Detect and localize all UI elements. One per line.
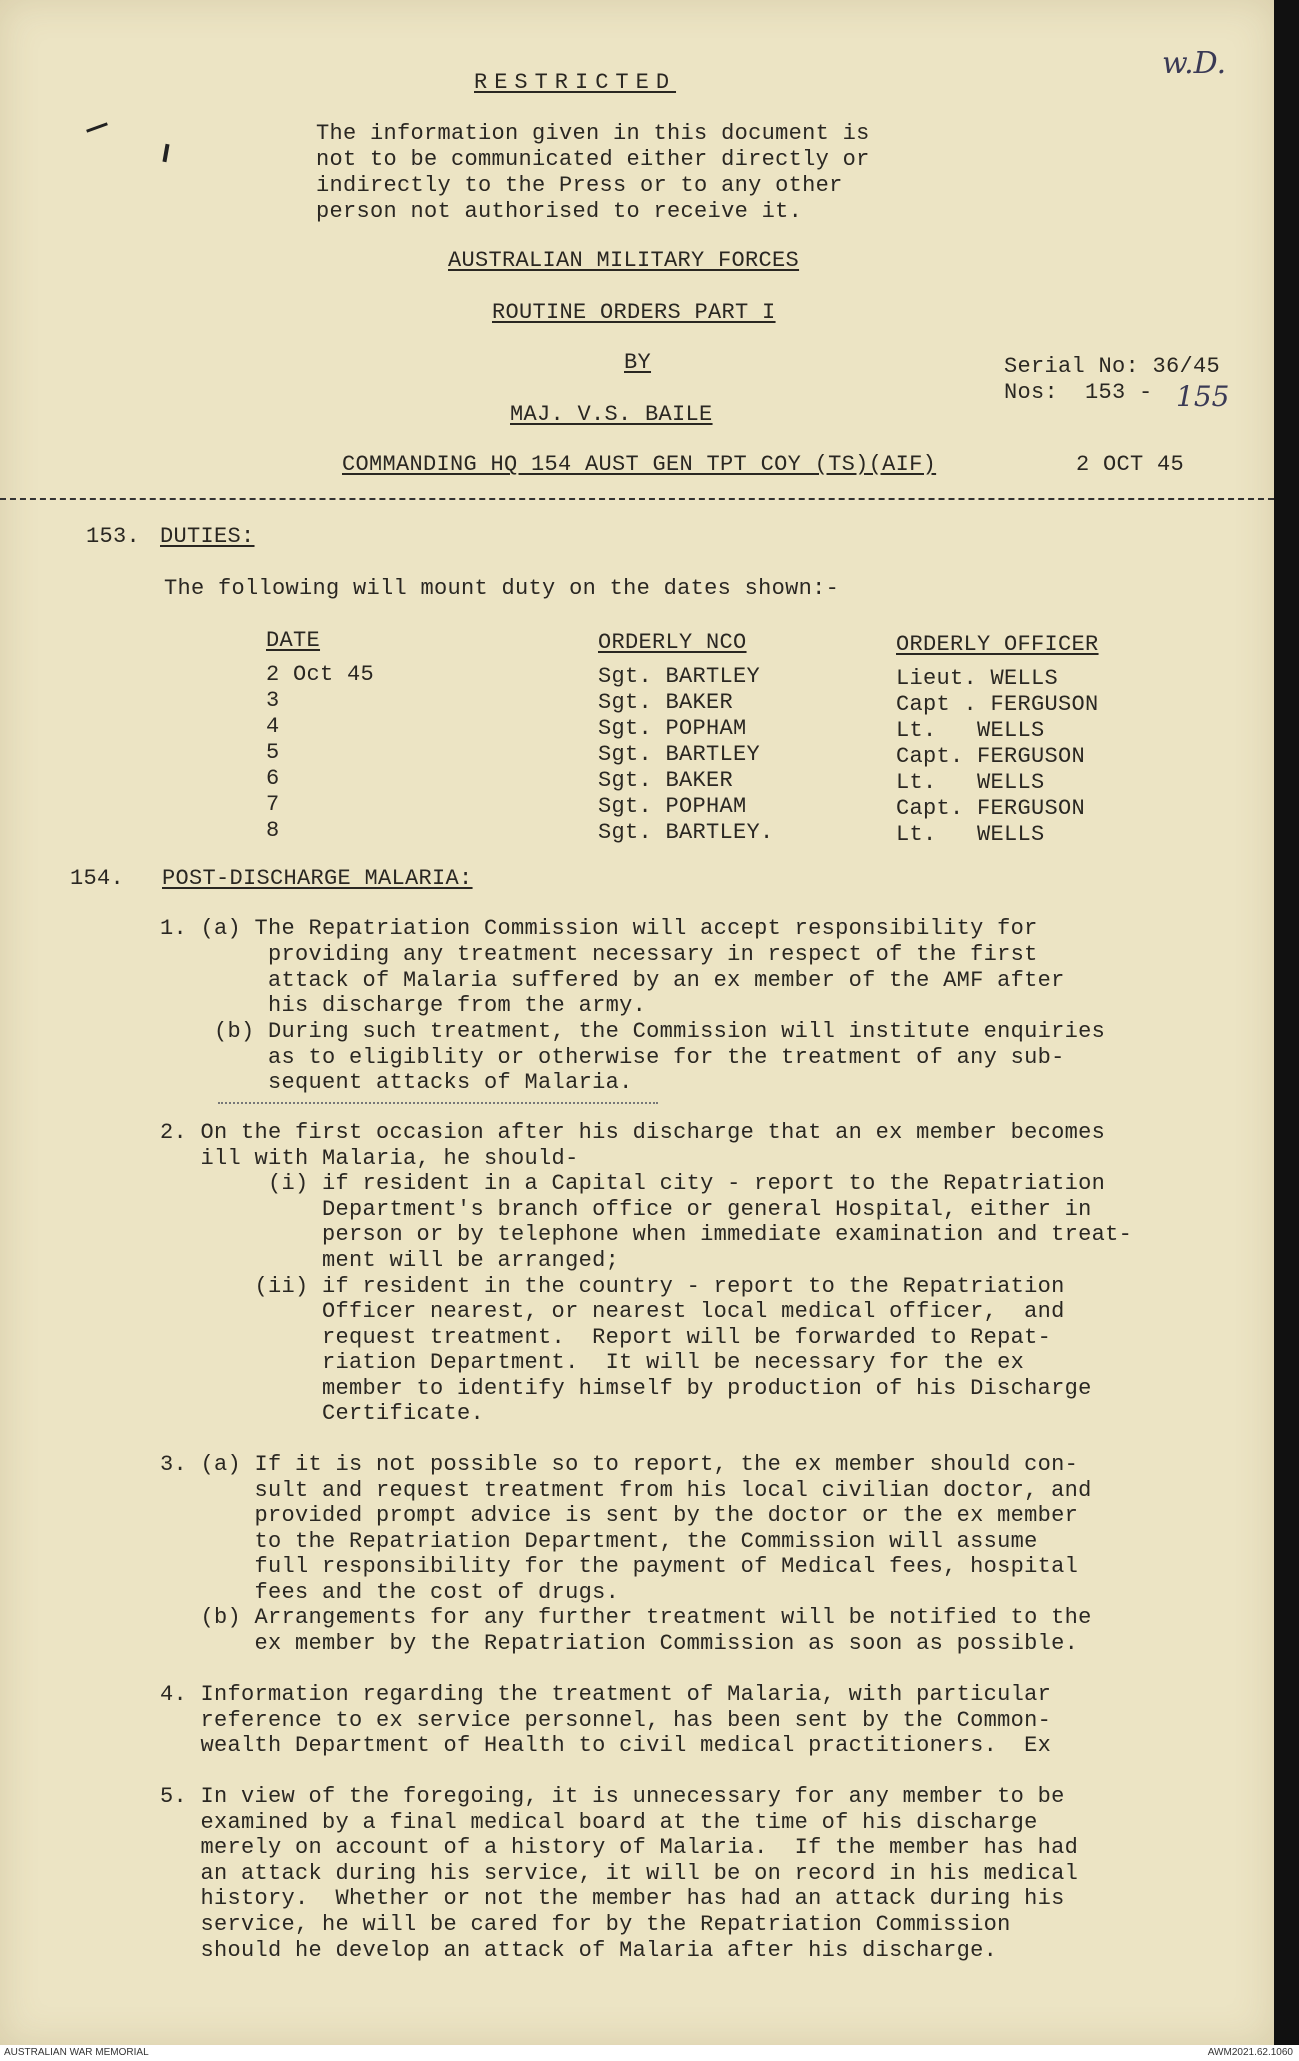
archive-reference: AWM2021.62.1060 [1207,2047,1293,2058]
table-row-date: 3 [266,688,280,713]
org-heading: AUSTRALIAN MILITARY FORCES [448,248,800,273]
para-2-line: person or by telephone when immediate examination and treat- [160,1222,1133,1247]
header-divider [0,498,1274,500]
commanding-line: COMMANDING HQ 154 AUST GEN TPT COY (TS)(AIF) [342,452,937,477]
para-2-line: Officer nearest, or nearest local medical officer, and [160,1299,1065,1324]
section-154-title: POST-DISCHARGE MALARIA: [162,866,473,891]
dotted-line [218,1102,658,1104]
para-2-line: (ii) if resident in the country - report to the Repatriation [160,1274,1065,1299]
table-row-officer: Capt. FERGUSON [896,796,1086,821]
archive-footer [0,2045,1299,2061]
para-4-line: wealth Department of Health to civil medical practitioners. Ex [160,1733,1052,1758]
table-row-nco: Sgt. POPHAM [598,716,747,741]
table-row-date: 2 Oct 45 [266,662,375,687]
table-row-date: 7 [266,792,280,817]
para-3-line: 3. (a) If it is not possible so to report, the ex member should con- [160,1452,1079,1477]
by-heading: BY [624,350,652,375]
warning-line-2: not to be communicated either directly or [316,147,870,172]
para-5-line: 5. In view of the foregoing, it is unnecessary for any member to be [160,1784,1065,1809]
handwritten-initials: w.D. [1162,46,1227,81]
table-row-nco: Sgt. POPHAM [598,794,747,819]
para-2-line: Department's branch office or general Hospital, either in [160,1197,1092,1222]
para-3-line: fees and the cost of drugs. [160,1580,620,1605]
para-3-line: to the Repatriation Department, the Commission will assume [160,1529,1038,1554]
para-5-line: service, he will be cared for by the Repatriation Commission [160,1912,1011,1937]
para-1-line: as to eligiblity or otherwise for the treatment of any sub- [160,1045,1065,1070]
para-5-line: merely on account of a history of Malaria. If the member has had [160,1835,1079,1860]
table-row-officer: Capt . FERGUSON [896,692,1099,717]
para-3-line: sult and request treatment from his local civilian doctor, and [160,1478,1092,1503]
table-row-officer: Lt. WELLS [896,822,1045,847]
para-2-line: riation Department. It will be necessary for the ex [160,1350,1025,1375]
para-5-line: an attack during his service, it will be on record in his medical [160,1861,1079,1886]
warning-line-4: person not authorised to receive it. [316,199,803,224]
para-1-line: attack of Malaria suffered by an ex member of the AMF after [160,968,1065,993]
order-numbers: Nos: 153 - [1004,380,1153,405]
para-1-line: 1. (a) The Repatriation Commission will accept responsibility for [160,916,1038,941]
table-row-nco: Sgt. BAKER [598,690,734,715]
para-2-line: 2. On the first occasion after his discharge that an ex member becomes [160,1120,1106,1145]
section-153-title: DUTIES: [160,524,255,549]
para-4-line: reference to ex service personnel, has been sent by the Common- [160,1708,1052,1733]
table-row-nco: Sgt. BARTLEY. [598,820,774,845]
table-row-officer: Lieut. WELLS [896,666,1059,691]
ink-mark [162,144,169,162]
table-row-officer: Lt. WELLS [896,770,1045,795]
table-row-officer: Capt. FERGUSON [896,744,1086,769]
table-row-nco: Sgt. BARTLEY [598,664,761,689]
para-1-line: providing any treatment necessary in respect of the first [160,942,1038,967]
table-row-date: 6 [266,766,280,791]
table-row-officer: Lt. WELLS [896,718,1045,743]
serial-number: Serial No: 36/45 [1004,354,1221,379]
restricted-heading: RESTRICTED [474,70,677,95]
para-3-line: full responsibility for the payment of Medical fees, hospital [160,1554,1079,1579]
para-2-line: member to identify himself by production of his Discharge [160,1376,1092,1401]
table-row-date: 8 [266,818,280,843]
para-2-line: ill with Malaria, he should- [160,1146,579,1171]
col-date: DATE [266,628,321,653]
order-date: 2 OCT 45 [1076,452,1185,477]
para-2-line: ment will be arranged; [160,1248,620,1273]
col-orderly-officer: ORDERLY OFFICER [896,632,1099,657]
para-5-line: examined by a final medical board at the time of his discharge [160,1810,1038,1835]
para-4-line: 4. Information regarding the treatment of Malaria, with particular [160,1682,1052,1707]
ink-mark [86,122,108,132]
section-153-number: 153. [86,524,141,549]
para-3-line: provided prompt advice is sent by the doctor or the ex member [160,1503,1079,1528]
warning-line-3: indirectly to the Press or to any other [316,173,843,198]
col-orderly-nco: ORDERLY NCO [598,630,747,655]
duties-intro: The following will mount duty on the dates shown:- [164,576,840,601]
para-3-line: ex member by the Repatriation Commission as soon as possible. [160,1631,1079,1656]
para-2-line: (i) if resident in a Capital city - report to the Repatriation [160,1171,1106,1196]
para-5-line: should he develop an attack of Malaria after his discharge. [160,1938,998,1963]
order-numbers-handwritten: 155 [1176,380,1230,413]
table-row-nco: Sgt. BARTLEY [598,742,761,767]
para-1-line: his discharge from the army. [160,993,647,1018]
warning-line-1: The information given in this document is [316,121,870,146]
para-5-line: history. Whether or not the member has had an attack during his [160,1886,1065,1911]
archive-name: AUSTRALIAN WAR MEMORIAL [4,2047,149,2058]
para-1-line: sequent attacks of Malaria. [160,1070,633,1095]
table-row-nco: Sgt. BAKER [598,768,734,793]
orders-heading: ROUTINE ORDERS PART I [492,300,776,325]
officer-name: MAJ. V.S. BAILE [510,402,713,427]
para-3-line: (b) Arrangements for any further treatment will be notified to the [160,1605,1092,1630]
scan-border [1274,0,1299,2045]
table-row-date: 4 [266,714,280,739]
section-154-number: 154. [70,866,125,891]
para-2-line: request treatment. Report will be forwarded to Repat- [160,1325,1052,1350]
table-row-date: 5 [266,740,280,765]
para-2-line: Certificate. [160,1401,485,1426]
para-1-line: (b) During such treatment, the Commission will institute enquiries [160,1019,1106,1044]
